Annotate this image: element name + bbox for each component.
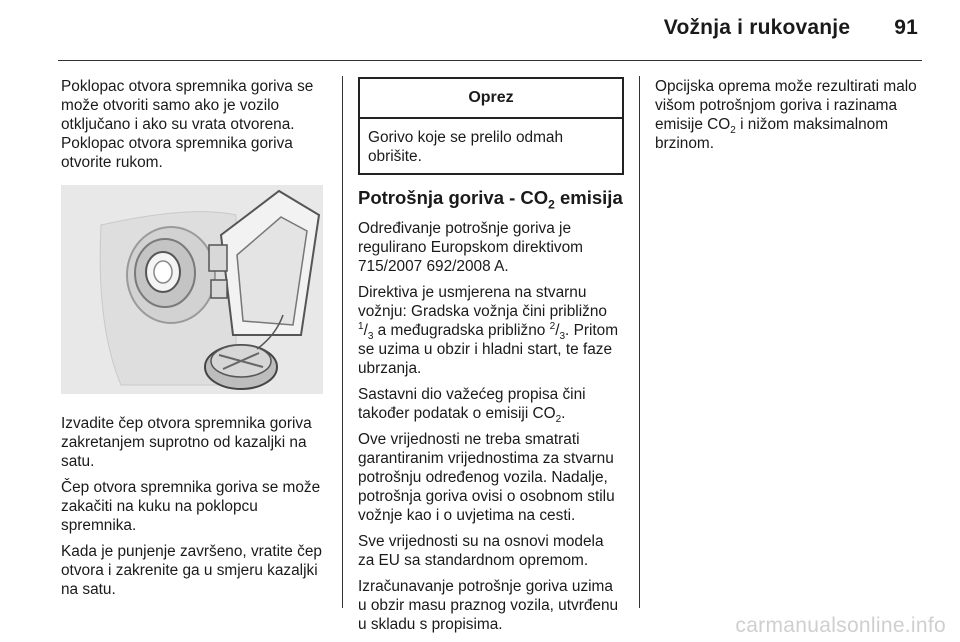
caution-box xyxy=(358,77,624,175)
watermark: carmanualsonline.info xyxy=(735,614,946,637)
paragraph-hook-cap: Čep otvora spremnika goriva se može zakačiti na kuku na poklopcu spremnika. xyxy=(61,479,321,534)
column-middle xyxy=(358,77,624,641)
paragraph-vehicle-mass: Izračunavanje potrošnje goriva uzima u obzir masu praznog vozila, utvrđenu u skladu s propisima. xyxy=(358,578,619,633)
paragraph-fuel-flap-opening: Poklopac otvora spremnika goriva se može otvoriti samo ako je vozilo otključano i ako su vrata otvorena. Poklopac otvora spremnika goriva otvorite rukom. xyxy=(61,78,314,171)
paragraph-directive: Određivanje potrošnje goriva je regulirano Europskom direktivom 715/2007 692/2008 A. xyxy=(358,220,583,275)
section-heading: Potrošnja goriva - $CO_2$ emisija xyxy=(358,187,623,212)
paragraph-values-disclaimer: Ove vrijednosti ne treba smatrati garantiranim vrijednostima za stvarnu potrošnju određenog vozila. Nadalje, potrošnja goriva ovisi o osobnom stilu vožnje kao i o uvjetima na cesti. xyxy=(358,431,615,524)
header-title: Vožnja i rukovanje xyxy=(663,16,851,39)
paragraph-eu-models: Sve vrijednosti su na osnovi modela za EU sa standardnom opremom. xyxy=(358,533,604,569)
fuel-filler-illustration xyxy=(61,185,323,394)
paragraph-refit-cap: Kada je punjenje završeno, vratite čep otvora i zakrenite ga u smjeru kazaljki na satu. xyxy=(61,543,322,598)
page-number: 91 xyxy=(894,16,918,39)
page-header xyxy=(664,16,918,40)
header-rule xyxy=(58,60,922,61)
paragraph-co2-data: Sastavni dio važećeg propisa čini također podatak o emisiji $CO_2$. xyxy=(358,386,586,426)
fuel-filler-image xyxy=(61,185,323,394)
paragraph-optional-equipment: Opcijska oprema može rezultirati malo višom potrošnjom goriva i razinama emisije $CO_2$ i nižom maksimalnom brzinom. xyxy=(655,78,917,152)
column-divider-left xyxy=(342,76,343,608)
caution-body: Gorivo koje se prelilo odmah obrišite. xyxy=(368,129,564,165)
column-left xyxy=(61,77,329,606)
column-right xyxy=(655,77,921,160)
caution-title: Oprez xyxy=(360,79,622,119)
column-divider-right xyxy=(639,76,640,608)
paragraph-remove-cap: Izvadite čep otvora spremnika goriva zakretanjem suprotno od kazaljki na satu. xyxy=(61,415,312,470)
paragraph-driving-split: Direktiva je usmjerena na stvarnu vožnju: Gradska vožnja čini približno $^1/_3$ a međugradska približno $^2/_3$. Pritom se uzima u obzir i hladni start, te faze ubrzanja. xyxy=(358,284,619,377)
